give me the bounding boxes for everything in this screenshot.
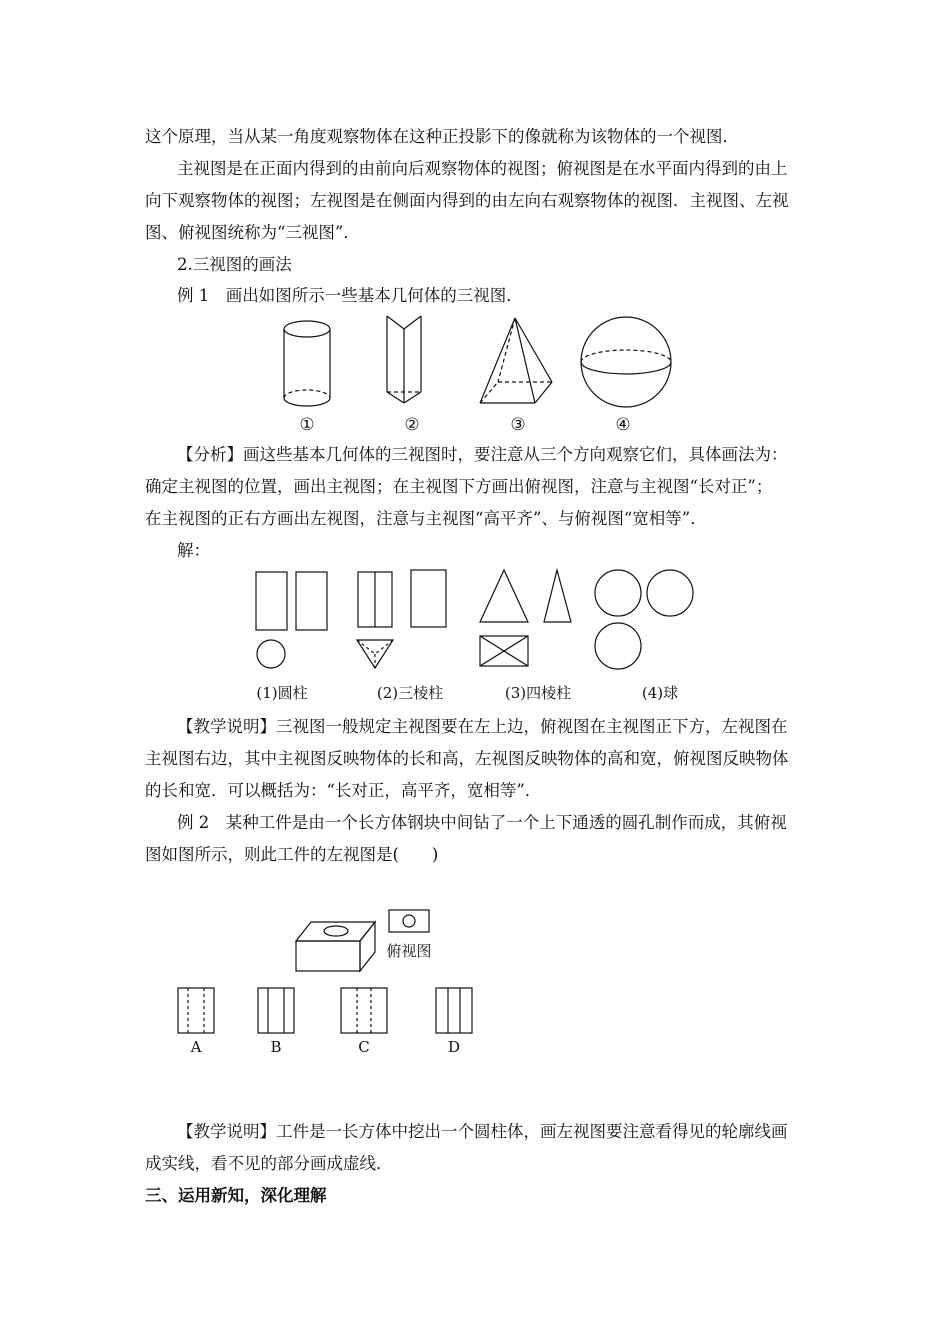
top-view-label: 俯视图 [386, 942, 432, 960]
figure-basic-solids [270, 312, 690, 434]
section-heading: 2.三视图的画法 [177, 255, 292, 274]
paragraph-line: 主视图是在正面内得到的由前向后观察物体的视图；俯视图是在水平面内得到的由上 [177, 159, 788, 178]
example-2-text: 图如图所示，则此工件的左视图是( ) [145, 845, 439, 864]
sphere-drawing [581, 317, 671, 407]
section-title: 三、运用新知，深化理解 [145, 1186, 327, 1205]
paragraph-line: 这个原理，当从某一角度观察物体在这种正投影下的像就称为该物体的一个视图． [145, 127, 739, 146]
pyramid-views [480, 570, 571, 666]
caption-quad-prism: (3)四棱柱 [504, 684, 572, 702]
label-4: ④ [615, 415, 631, 434]
paragraph-line: 向下观察物体的视图；左视图是在侧面内得到的由左向右观察物体的视图．主视图、左视 [145, 191, 789, 210]
analysis-line: 确定主视图的位置，画出主视图；在主视图下方画出俯视图，注意与主视图“长对正”； [145, 477, 773, 496]
triangular-prism-drawing [387, 316, 421, 403]
figure-three-views [240, 565, 720, 710]
prism-views [357, 570, 446, 668]
figure-workpiece [160, 890, 520, 1060]
workpiece-solid [296, 922, 375, 971]
option-b-drawing [258, 988, 294, 1033]
cylinder-views [256, 572, 327, 668]
paragraph-line: 图、俯视图统称为“三视图”． [145, 223, 360, 242]
label-2: ② [404, 415, 420, 434]
caption-cylinder: (1)圆柱 [256, 684, 308, 702]
option-c-drawing [341, 988, 387, 1033]
cylinder-drawing [284, 321, 330, 406]
label-1: ① [299, 415, 315, 434]
teaching-note-line: 的长和宽．可以概括为：“长对正，高平齐，宽相等”． [145, 781, 542, 800]
sphere-views [595, 570, 693, 669]
label-3: ③ [510, 415, 526, 434]
caption-sphere: (4)球 [641, 684, 679, 702]
teaching-note-line: 主视图右边，其中主视图反映物体的长和高，左视图反映物体的高和宽，俯视图反映物体 [145, 749, 789, 768]
analysis-line: 在主视图的正右方画出左视图，注意与主视图“高平齐”、与俯视图“宽相等”． [145, 509, 707, 528]
option-a-label: A [190, 1038, 202, 1056]
pyramid-drawing [480, 318, 552, 403]
teaching-note-line: 【教学说明】三视图一般规定主视图要在左上边，俯视图在主视图正下方，左视图在 [177, 717, 788, 736]
solution-label: 解： [177, 541, 210, 560]
option-c-label: C [358, 1038, 370, 1056]
top-view-drawing [389, 910, 429, 932]
example-1-text: 例 1 画出如图所示一些基本几何体的三视图． [177, 286, 523, 305]
teaching-note-line: 成实线，看不见的部分画成虚线． [145, 1154, 393, 1173]
option-b-label: B [270, 1038, 282, 1056]
caption-prism: (2)三棱柱 [376, 684, 444, 702]
analysis-line: 【分析】画这些基本几何体的三视图时，要注意从三个方向观察它们，具体画法为： [177, 445, 788, 464]
option-d-drawing [436, 988, 472, 1033]
example-2-text: 例 2 某种工件是由一个长方体钢块中间钻了一个上下通透的圆孔制作而成，其俯视 [177, 813, 787, 832]
option-a-drawing [178, 988, 214, 1033]
teaching-note-line: 【教学说明】工件是一长方体中挖出一个圆柱体，画左视图要注意看得见的轮廓线画 [177, 1122, 788, 1141]
option-d-label: D [447, 1038, 461, 1056]
